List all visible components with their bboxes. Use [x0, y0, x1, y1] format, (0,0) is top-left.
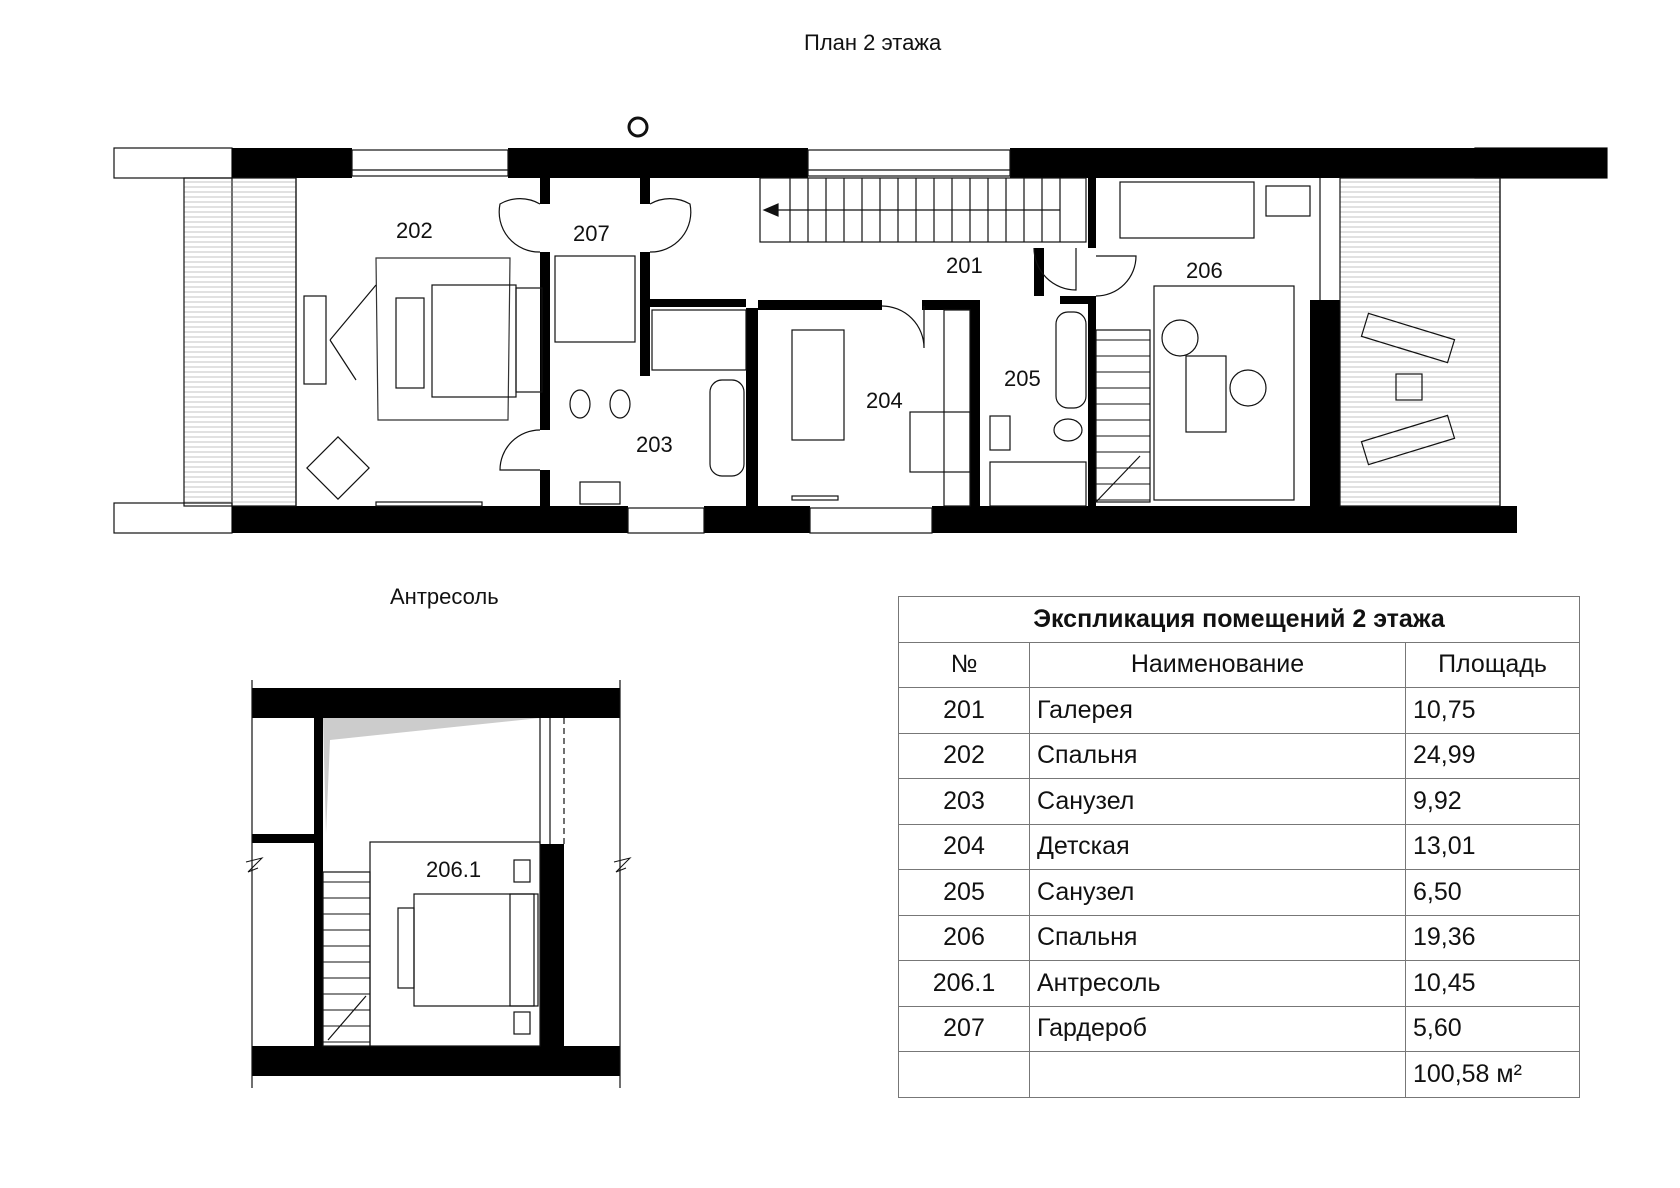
room-number: 201	[899, 688, 1030, 734]
table-row	[899, 733, 1580, 779]
door-207-right	[650, 199, 691, 252]
total-number	[899, 1052, 1030, 1098]
room-label-204: 204	[866, 388, 903, 413]
room-area: 10,45	[1406, 961, 1580, 1007]
door-202-bath	[500, 430, 540, 470]
nightstand-2061-1	[514, 860, 530, 882]
window-top-1	[352, 150, 508, 176]
room-label-201: 201	[946, 253, 983, 278]
room-name: Детская	[1030, 824, 1406, 870]
radiator-204	[792, 496, 838, 500]
bed-202	[432, 285, 516, 397]
room-name: Спальня	[1030, 915, 1406, 961]
rug-206	[1154, 286, 1294, 500]
stairs-206	[1096, 340, 1150, 500]
room-name: Санузел	[1030, 870, 1406, 916]
shelf-204	[944, 310, 970, 506]
armchair-202	[307, 437, 369, 499]
bed-2061	[414, 894, 538, 1006]
main-floor-plan	[114, 118, 1607, 533]
room-number: 203	[899, 779, 1030, 825]
header-area: Площадь	[1406, 642, 1580, 688]
room-name: Галерея	[1030, 688, 1406, 734]
total-area: 100,58 м²	[1406, 1052, 1580, 1098]
mezzanine-title: Антресоль	[390, 584, 499, 609]
room-number: 204	[899, 824, 1030, 870]
room-area: 5,60	[1406, 1006, 1580, 1052]
cabinet-206	[1266, 186, 1310, 216]
room-area: 9,92	[1406, 779, 1580, 825]
radiator-202	[376, 502, 482, 506]
room-number: 202	[899, 733, 1030, 779]
room-label-202: 202	[396, 218, 433, 243]
window-bottom-2	[810, 508, 932, 533]
stairs-gallery	[760, 178, 1086, 242]
door-206	[1096, 256, 1136, 296]
door-207-left	[499, 199, 540, 252]
nightstand-2061-2	[514, 1012, 530, 1034]
chair-206-2	[1230, 370, 1266, 406]
shower-205	[1056, 312, 1086, 408]
bathtub-203	[710, 380, 744, 476]
cabinet-203	[652, 310, 746, 370]
tv-console-202	[304, 296, 326, 384]
toilet-203-2	[610, 390, 630, 418]
table-row	[899, 961, 1580, 1007]
door-204	[882, 306, 924, 348]
right-terrace-decking	[1340, 182, 1500, 502]
headboard-202	[516, 288, 542, 392]
sink-203	[580, 482, 620, 504]
room-label-207: 207	[573, 221, 610, 246]
tub-205	[990, 462, 1086, 506]
table-206	[1186, 356, 1226, 432]
header-name: Наименование	[1030, 642, 1406, 688]
total-name	[1030, 1052, 1406, 1098]
sofa-206	[1120, 182, 1254, 238]
bed-204	[792, 330, 844, 440]
table-row	[899, 870, 1580, 916]
room-name: Санузел	[1030, 779, 1406, 825]
room-area: 13,01	[1406, 824, 1580, 870]
room-number: 207	[899, 1006, 1030, 1052]
room-label-205: 205	[1004, 366, 1041, 391]
header-number: №	[899, 642, 1030, 688]
north-marker	[629, 118, 647, 136]
room-number: 206.1	[899, 961, 1030, 1007]
room-name: Гардероб	[1030, 1006, 1406, 1052]
room-label-203: 203	[636, 432, 673, 457]
room-area: 24,99	[1406, 733, 1580, 779]
table-caption: Экспликация помещений 2 этажа	[899, 597, 1580, 643]
room-label-2061: 206.1	[426, 857, 482, 882]
rooms-explication-table	[898, 596, 1580, 1098]
toilet-205	[1054, 419, 1082, 441]
room-name: Антресоль	[1030, 961, 1406, 1007]
desk-204	[910, 412, 970, 472]
exterior-walls	[232, 148, 1607, 533]
room-area: 6,50	[1406, 870, 1580, 916]
bench-202	[396, 298, 424, 388]
room-label-206: 206	[1186, 258, 1223, 283]
window-top-2	[808, 150, 1010, 176]
table-row	[899, 824, 1580, 870]
room-area: 10,75	[1406, 688, 1580, 734]
toilet-203-1	[570, 390, 590, 418]
lounger-1	[1361, 313, 1454, 362]
mezzanine-plan	[246, 680, 630, 1088]
room-area: 19,36	[1406, 915, 1580, 961]
bench-2061	[398, 908, 414, 988]
room-number: 206	[899, 915, 1030, 961]
wardrobe-207	[555, 256, 635, 342]
sink-205	[990, 416, 1010, 450]
table-row	[899, 915, 1580, 961]
room-name: Спальня	[1030, 733, 1406, 779]
slab-left-bottom	[114, 503, 232, 533]
slab-left-top	[114, 148, 232, 178]
table-total-row	[899, 1052, 1580, 1098]
window-bottom-1	[628, 508, 704, 533]
table-row	[899, 1006, 1580, 1052]
plan-title: План 2 этажа	[804, 30, 942, 55]
left-terrace-decking	[184, 182, 296, 502]
chair-206-1	[1162, 320, 1198, 356]
table-row	[899, 779, 1580, 825]
table-row	[899, 688, 1580, 734]
room-number: 205	[899, 870, 1030, 916]
